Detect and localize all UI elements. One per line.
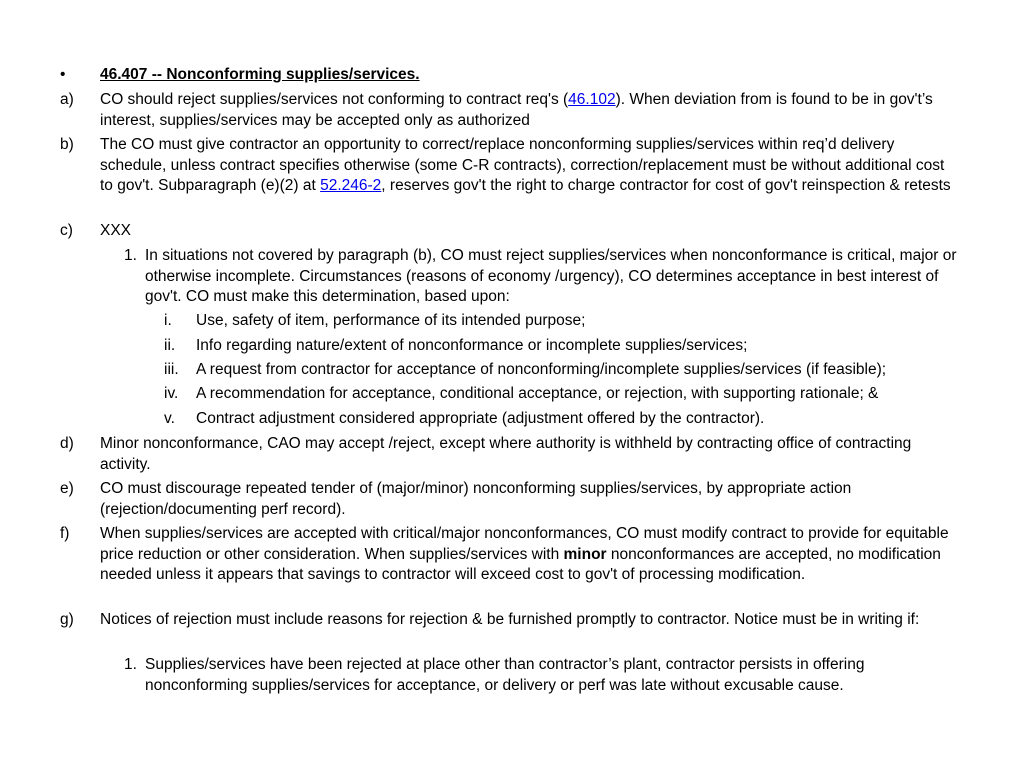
paragraph-c-text: XXX — [100, 222, 132, 239]
roman-marker-iii: iii. — [164, 361, 179, 378]
paragraph-f-marker: f) — [60, 525, 70, 542]
paragraph-f-bold: minor — [563, 545, 607, 563]
roman-text-iv: A recommendation for acceptance, conditional acceptance, or rejection, with supporting rationale; & — [196, 385, 879, 402]
roman-text-ii: Info regarding nature/extent of nonconformance or incomplete supplies/services; — [196, 337, 748, 354]
paragraph-f-text — [100, 524, 960, 586]
roman-marker-ii: ii. — [164, 337, 176, 354]
roman-text-iii: A request from contractor for acceptance of nonconforming/incomplete supplies/services (if feasible); — [196, 361, 887, 378]
paragraph-g-marker: g) — [60, 611, 74, 628]
roman-text-v: Contract adjustment considered appropriate (adjustment offered by the contractor). — [196, 410, 765, 427]
paragraph-f-text-2: nonconformances are accepted, no modification needed unless it appears that savings to contractor will exceed cost to gov't of processing modification. — [100, 545, 941, 583]
roman-text-i: Use, safety of item, performance of its intended purpose; — [196, 312, 586, 329]
paragraph-b-text-1: The CO must give contractor an opportunity to correct/replace nonconforming supplies/services within req’d delivery schedule, unless contract specifies otherwise (some C-R contracts), correction/replacement must be without additional cost to gov't. Subparagraph (e)(2) at — [100, 136, 945, 194]
paragraph-c-1-text: In situations not covered by paragraph (b), CO must reject supplies/services when nonconformance is critical, major or otherwise incomplete. Circumstances (reasons of economy /urgency), CO determines acceptance in best interest of gov't. CO must make this determination, based upon: — [145, 247, 957, 305]
paragraph-c-1-marker: 1. — [124, 247, 137, 264]
paragraph-a-text-2: ). When deviation from is found to be in gov't’s interest, supplies/services may be accepted only as authorized — [100, 91, 933, 129]
paragraph-a-text — [100, 90, 960, 131]
paragraph-e-text: CO must discourage repeated tender of (major/minor) nonconforming supplies/services, by appropriate action (rejection/documenting perf record). — [100, 480, 852, 518]
paragraph-f-text-1: When supplies/services are accepted with critical/major nonconformances, CO must modify contract to provide for equitable price reduction or other consideration. When supplies/services with — [100, 525, 949, 563]
paragraph-e-marker: e) — [60, 480, 74, 497]
paragraph-b-marker: b) — [60, 136, 74, 153]
link-52-246-2[interactable]: 52.246-2 — [320, 177, 382, 194]
paragraph-d-marker: d) — [60, 435, 74, 452]
bullet-marker: • — [60, 66, 66, 83]
paragraph-a-text-1: CO should reject supplies/services not conforming to contract req's ( — [100, 91, 569, 108]
roman-marker-iv: iv. — [164, 385, 179, 402]
roman-marker-i: i. — [164, 312, 172, 329]
paragraph-a-marker: a) — [60, 91, 74, 108]
paragraph-b-text-2: , reserves gov't the right to charge contractor for cost of gov't reinspection & retests — [381, 177, 951, 194]
paragraph-g-1-marker: 1. — [124, 656, 137, 673]
paragraph-g-1-text: Supplies/services have been rejected at place other than contractor’s plant, contractor persists in offering nonconforming supplies/services for acceptance, or delivery or perf was late without excusable cause. — [145, 656, 865, 694]
paragraph-g-text: Notices of rejection must include reasons for rejection & be furnished promptly to contractor. Notice must be in writing if: — [100, 611, 920, 628]
link-46-102[interactable]: 46.102 — [568, 91, 616, 108]
roman-marker-v: v. — [164, 410, 175, 427]
paragraph-d-text: Minor nonconformance, CAO may accept /reject, except where authority is withheld by contracting office of contracting activity. — [100, 435, 912, 473]
section-heading: 46.407 -- Nonconforming supplies/services. — [100, 66, 420, 83]
paragraph-b-text — [100, 135, 960, 197]
paragraph-c-marker: c) — [60, 222, 73, 239]
